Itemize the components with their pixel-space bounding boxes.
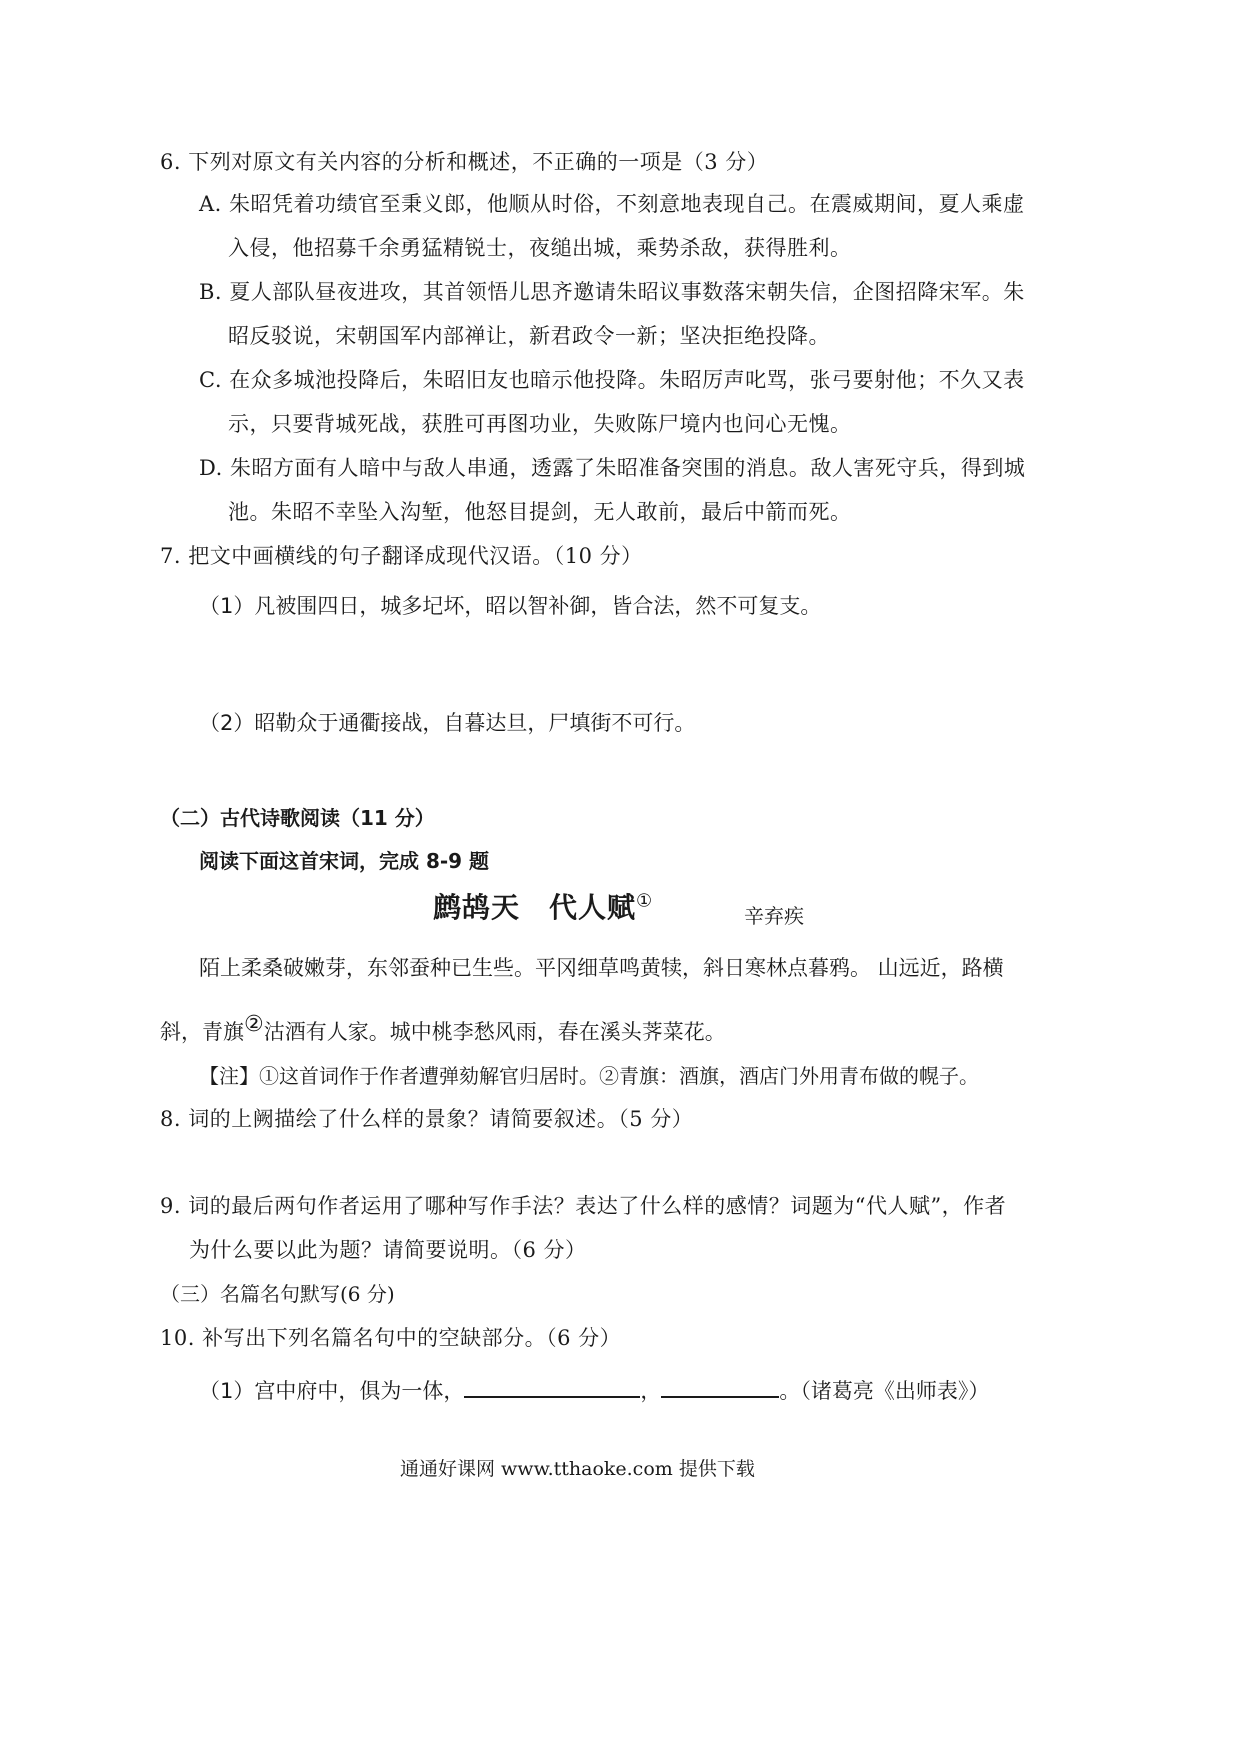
- q6-option-b-line2: 昭反驳说，宋朝国军内部禅让，新君政令一新；坚决拒绝投降。: [228, 324, 830, 348]
- question-9-line1: 9. 词的最后两句作者运用了哪种写作手法？表达了什么样的感情？词题为“代人赋”，作者: [160, 1194, 1007, 1218]
- poem-note: [199, 1060, 979, 1089]
- poem-title-note-mark: ①: [636, 890, 654, 912]
- section-2-instruction: 阅读下面这首宋词，完成 8-9 题: [199, 849, 490, 873]
- question-10-stem: 10. 补写出下列名篇名句中的空缺部分。（6 分）: [160, 1326, 622, 1350]
- q6-option-a-line2: 入侵，他招募千余勇猛精锐士，夜缒出城，乘势杀敌，获得胜利。: [228, 236, 852, 260]
- question-7-stem: 7. 把文中画横线的句子翻译成现代汉语。（10 分）: [160, 544, 643, 568]
- poem-line-2-note-mark: ②: [244, 1012, 264, 1037]
- poem-note-text: ①这首词作于作者遭弹劾解官归居时。②青旗：酒旗，酒店门外用青布做的幌子。: [259, 1064, 979, 1088]
- q10-blank-2[interactable]: [661, 1374, 779, 1398]
- poem-line-2: [160, 1012, 726, 1046]
- poem-title: [433, 886, 653, 926]
- q6-option-b-line1: B. 夏人部队昼夜进攻，其首领悟儿思齐邀请朱昭议事数落宋朝失信，企图招降宋军。朱: [199, 280, 1025, 304]
- section-2-heading: （二）古代诗歌阅读（11 分）: [160, 806, 435, 830]
- q6-option-a-line1: A. 朱昭凭着功绩官至秉义郎，他顺从时俗，不刻意地表现自己。在震威期间，夏人乘虚: [199, 192, 1025, 216]
- q10-item-1-suffix: 。（诸葛亮《出师表》）: [779, 1379, 990, 1403]
- section-3-heading: （三）名篇名句默写(6 分): [160, 1282, 395, 1306]
- q6-option-c-line1: C. 在众多城池投降后，朱昭旧友也暗示他投降。朱昭厉声叱骂，张弓要射他；不久又表: [199, 368, 1025, 392]
- poem-line-2-part-a: 斜，青旗: [160, 1020, 244, 1044]
- poem-line-1: 陌上柔桑破嫩芽，东邻蚕种已生些。平冈细草鸣黄犊，斜日寒林点暮鸦。 山远近，路横: [199, 956, 1004, 980]
- q7-sentence-1: （1）凡被围四日，城多圮坏，昭以智补御，皆合法，然不可复支。: [199, 594, 822, 618]
- q6-option-d-line2: 池。朱昭不幸坠入沟堑，他怒目提剑，无人敢前，最后中箭而死。: [228, 500, 852, 524]
- question-9-line2: 为什么要以此为题？请简要说明。（6 分）: [189, 1238, 587, 1262]
- question-8-stem: 8. 词的上阙描绘了什么样的景象？请简要叙述。（5 分）: [160, 1107, 694, 1131]
- poem-author: 辛弃疾: [744, 904, 804, 928]
- q10-item-1-prefix: （1）宫中府中，俱为一体，: [199, 1379, 465, 1403]
- page-footer: 通通好课网 www.tthaoke.com 提供下载: [400, 1458, 755, 1480]
- q10-blank-1[interactable]: [464, 1374, 640, 1398]
- q6-option-d-line1: D. 朱昭方面有人暗中与敌人串通，透露了朱昭准备突围的消息。敌人害死守兵，得到城: [199, 456, 1026, 480]
- q7-sentence-2: （2）昭勒众于通衢接战，自暮达旦，尸填街不可行。: [199, 711, 696, 735]
- question-6-stem: 6. 下列对原文有关内容的分析和概述，不正确的一项是（3 分）: [160, 150, 769, 174]
- poem-note-label: 【注】: [199, 1064, 259, 1088]
- poem-line-2-part-b: 沽酒有人家。城中桃李愁风雨，春在溪头荠菜花。: [263, 1020, 726, 1044]
- q6-option-c-line2: 示，只要背城死战，获胜可再图功业，失败陈尸境内也问心无愧。: [228, 412, 852, 436]
- q10-item-1: [199, 1374, 989, 1405]
- poem-title-text: 鹧鸪天 代人赋: [433, 891, 637, 924]
- q10-item-1-sep: ，: [640, 1379, 662, 1403]
